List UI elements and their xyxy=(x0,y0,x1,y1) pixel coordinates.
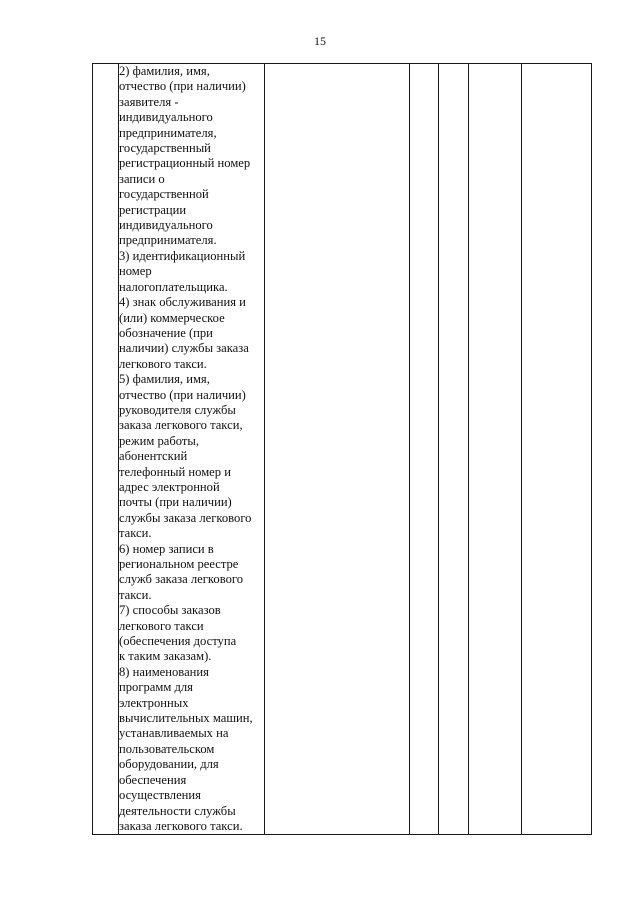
text-line: заказа легкового такси. xyxy=(119,818,243,833)
text-line: 3) идентификационный xyxy=(119,248,246,263)
text-line: деятельности службы xyxy=(119,803,236,818)
table-cell-empty xyxy=(410,64,439,835)
document-table xyxy=(92,63,592,835)
text-line: осуществления xyxy=(119,788,201,803)
text-line: службы заказа легкового xyxy=(119,510,252,525)
text-line: индивидуального xyxy=(119,110,213,125)
text-line: регистрации xyxy=(119,202,187,217)
text-line: отчество (при наличии) xyxy=(119,79,246,94)
text-line: программ для xyxy=(119,680,193,695)
text-line: легкового такси. xyxy=(119,356,207,371)
text-line: государственный xyxy=(119,141,211,156)
text-line: наличии) службы заказа xyxy=(119,341,249,356)
text-line: заказа легкового такси, xyxy=(119,418,243,433)
text-line: вычислительных машин, xyxy=(119,711,253,726)
table-row xyxy=(93,64,592,835)
text-line: такси. xyxy=(119,526,152,541)
text-line: 8) наименования xyxy=(119,664,209,679)
table-cell-number xyxy=(93,64,119,835)
text-line: регистрационный номер xyxy=(119,156,251,171)
text-line: 7) способы заказов xyxy=(119,603,221,618)
text-line: заявителя - xyxy=(119,94,179,109)
text-line: устанавливаемых на xyxy=(119,726,229,741)
table-cell-empty xyxy=(439,64,469,835)
text-line: налогоплательщика. xyxy=(119,279,228,294)
text-line: 2) фамилия, имя, xyxy=(119,64,210,78)
text-line: телефонный номер и xyxy=(119,464,231,479)
text-line: электронных xyxy=(119,695,189,710)
text-line: почты (при наличии) xyxy=(119,495,232,510)
page-number: 15 xyxy=(314,34,326,48)
text-line: отчество (при наличии) xyxy=(119,387,246,402)
text-line: (или) коммерческое xyxy=(119,310,225,325)
text-line: такси. xyxy=(119,587,152,602)
text-line: предпринимателя. xyxy=(119,233,217,248)
table-cell-empty xyxy=(469,64,522,835)
table-cell-requirements-text xyxy=(119,64,265,835)
text-line: режим работы, xyxy=(119,433,199,448)
text-line: 6) номер записи в xyxy=(119,541,214,556)
text-line: государственной xyxy=(119,187,209,202)
table-cell-empty xyxy=(265,64,410,835)
text-line: оборудовании, для xyxy=(119,757,219,772)
text-line: руководителя службы xyxy=(119,402,236,417)
text-line: предпринимателя, xyxy=(119,125,217,140)
text-line: номер xyxy=(119,264,152,279)
text-line: обозначение (при xyxy=(119,325,213,340)
table-cell-empty xyxy=(522,64,592,835)
text-line: служб заказа легкового xyxy=(119,572,244,587)
text-line: адрес электронной xyxy=(119,479,220,494)
text-line: 5) фамилия, имя, xyxy=(119,372,210,387)
text-line: региональном реестре xyxy=(119,557,239,571)
text-line: легкового такси xyxy=(119,618,204,633)
text-line: пользовательском xyxy=(119,741,215,756)
text-line: к таким заказам). xyxy=(119,649,212,664)
text-line: обеспечения xyxy=(119,772,187,787)
text-line: записи о xyxy=(119,171,165,186)
text-line: (обеспечения доступа xyxy=(119,634,237,649)
text-line: абонентский xyxy=(119,449,188,464)
text-line: 4) знак обслуживания и xyxy=(119,295,246,310)
text-line: индивидуального xyxy=(119,218,213,233)
